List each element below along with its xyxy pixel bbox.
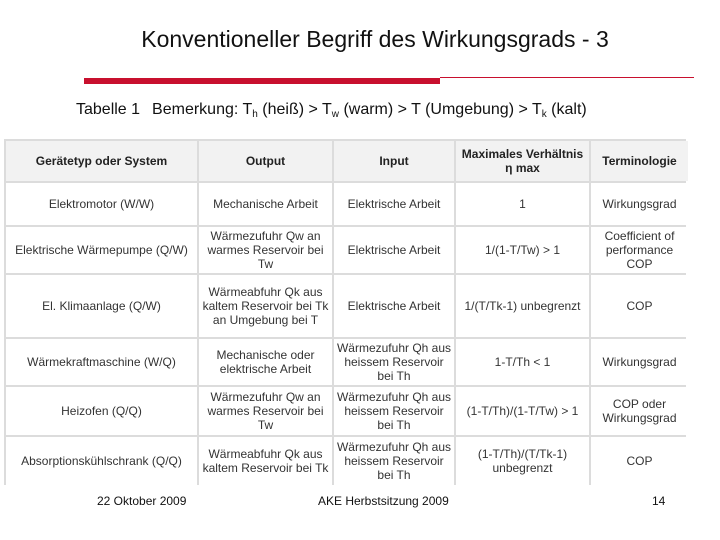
cell-term: Wirkungsgrad [591, 339, 688, 385]
table-row [6, 339, 688, 385]
cell-output: Mechanische oder elektrische Arbeit [199, 339, 332, 385]
cell-device: Elektrische Wärmepumpe (Q/W) [6, 227, 197, 273]
cell-device: El. Klimaanlage (Q/W) [6, 275, 197, 337]
table-row [6, 227, 688, 273]
efficiency-table [4, 139, 686, 485]
table-row [6, 275, 688, 337]
cell-term: Wirkungsgrad [591, 183, 688, 225]
cell-term: Coefficient of performance COP [591, 227, 688, 273]
table-row [6, 437, 688, 485]
header-input: Input [334, 141, 454, 181]
cell-device: Absorptionskühlschrank (Q/Q) [6, 437, 197, 485]
footer-event: AKE Herbstsitzung 2009 [318, 494, 449, 508]
footer-date: 22 Oktober 2009 [97, 494, 187, 508]
cell-term: COP [591, 437, 688, 485]
cell-output: Wärmezufuhr Qw an warmes Reservoir bei Tw [199, 387, 332, 435]
table-row [6, 183, 688, 225]
table-label: Tabelle 1 [76, 101, 141, 118]
cell-device: Elektromotor (W/W) [6, 183, 197, 225]
cell-output: Mechanische Arbeit [199, 183, 332, 225]
cell-ratio: (1-T/Th)/(1-T/Tw) > 1 [456, 387, 589, 435]
cell-output: Wärmeabfuhr Qk aus kaltem Reservoir bei Tk [199, 437, 332, 485]
remark-text: Bemerkung: $T_h$ (heiß) > $T_w$ (warm) > T (Umgebung) > $T_k$ (kalt) [152, 101, 587, 120]
cell-term: COP oder Wirkungsgrad [591, 387, 688, 435]
footer-page-number: 14 [652, 494, 666, 508]
header-max-ratio: Maximales Verhältnis η max [456, 141, 589, 181]
table-row [6, 387, 688, 435]
title-underline-bar [84, 78, 440, 84]
cell-ratio: 1/(T/Tk-1) unbegrenzt [456, 275, 589, 337]
cell-ratio: 1 [456, 183, 589, 225]
cell-input: Elektrische Arbeit [334, 183, 454, 225]
cell-device: Heizofen (Q/Q) [6, 387, 197, 435]
header-terminology: Terminologie [591, 141, 688, 181]
cell-output: Wärmezufuhr Qw an warmes Reservoir bei Tw [199, 227, 332, 273]
cell-input: Wärmezufuhr Qh aus heissem Reservoir bei Th [334, 387, 454, 435]
cell-device: Wärmekraftmaschine (W/Q) [6, 339, 197, 385]
cell-input: Elektrische Arbeit [334, 227, 454, 273]
cell-input: Wärmezufuhr Qh aus heissem Reservoir bei Th [334, 339, 454, 385]
slide-title: Konventioneller Begriff des Wirkungsgrads - 3 [141, 26, 609, 52]
table-header-row [6, 141, 688, 181]
table-caption [76, 101, 587, 120]
cell-input: Wärmezufuhr Qh aus heissem Reservoir bei Th [334, 437, 454, 485]
title-underline-line [440, 77, 694, 78]
header-output: Output [199, 141, 332, 181]
header-device: Gerätetyp oder System [6, 141, 197, 181]
cell-output: Wärmeabfuhr Qk aus kaltem Reservoir bei Tk an Umgebung bei T [199, 275, 332, 337]
cell-ratio: 1-T/Th < 1 [456, 339, 589, 385]
cell-ratio: 1/(1-T/Tw) > 1 [456, 227, 589, 273]
cell-term: COP [591, 275, 688, 337]
cell-ratio: (1-T/Th)/(T/Tk-1) unbegrenzt [456, 437, 589, 485]
cell-input: Elektrische Arbeit [334, 275, 454, 337]
